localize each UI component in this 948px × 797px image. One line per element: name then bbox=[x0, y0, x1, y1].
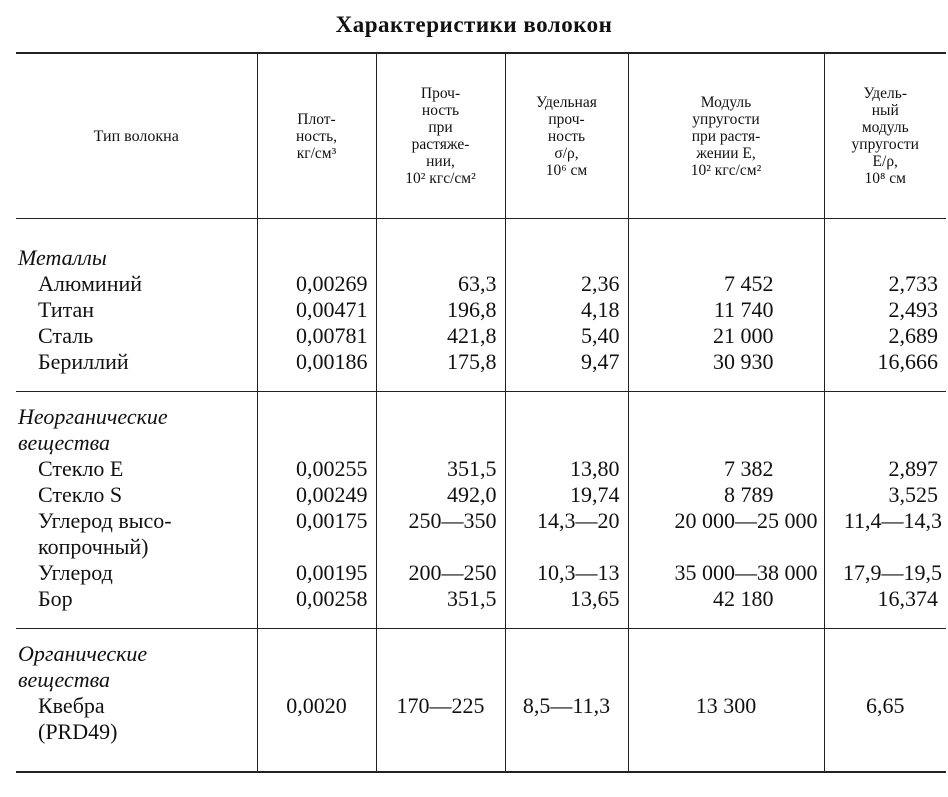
spec-strength-cell: 13,65 bbox=[505, 586, 628, 629]
spec-strength-cell: 10,3—13 bbox=[505, 560, 628, 586]
fiber-properties-table bbox=[16, 52, 946, 773]
modulus-cell: 13 300 bbox=[628, 693, 824, 772]
header-specific-strength: Удельная проч- ность σ/ρ, 10⁶ см bbox=[505, 53, 628, 219]
table-row bbox=[16, 323, 946, 349]
density-cell: 0,00249 bbox=[257, 482, 376, 508]
table-title: Характеристики волокон bbox=[335, 12, 613, 37]
spec-strength-cell: 4,18 bbox=[505, 297, 628, 323]
modulus-cell: 30 930 bbox=[628, 349, 824, 392]
modulus-cell: 42 180 bbox=[628, 586, 824, 629]
spec-strength-cell: 2,36 bbox=[505, 271, 628, 297]
spec-modulus-cell: 16,374 bbox=[824, 586, 946, 629]
table-row bbox=[16, 297, 946, 323]
density-cell: 0,00781 bbox=[257, 323, 376, 349]
table-row bbox=[16, 349, 946, 392]
spec-strength-cell: 5,40 bbox=[505, 323, 628, 349]
header-density: Плот- ность, кг/см³ bbox=[257, 53, 376, 219]
modulus-cell: 7 452 bbox=[628, 271, 824, 297]
group-organic-title-row bbox=[16, 629, 946, 694]
strength-cell: 196,8 bbox=[376, 297, 505, 323]
density-cell: 0,00471 bbox=[257, 297, 376, 323]
fiber-name: Бор bbox=[38, 586, 73, 611]
header-fiber-type: Тип волокна bbox=[16, 53, 257, 219]
strength-cell: 175,8 bbox=[376, 349, 505, 392]
strength-cell: 421,8 bbox=[376, 323, 505, 349]
spec-strength-cell: 13,80 bbox=[505, 456, 628, 482]
spec-strength-cell: 8,5—11,3 bbox=[505, 693, 628, 772]
modulus-cell: 21 000 bbox=[628, 323, 824, 349]
density-cell: 0,00255 bbox=[257, 456, 376, 482]
strength-cell: 63,3 bbox=[376, 271, 505, 297]
spec-strength-cell: 19,74 bbox=[505, 482, 628, 508]
spec-modulus-cell: 11,4—14,3 bbox=[824, 508, 946, 560]
table-row bbox=[16, 456, 946, 482]
strength-cell: 492,0 bbox=[376, 482, 505, 508]
group-inorganic-title-row bbox=[16, 392, 946, 457]
strength-cell: 200—250 bbox=[376, 560, 505, 586]
group-title: Металлы bbox=[16, 219, 257, 272]
spec-modulus-cell: 2,897 bbox=[824, 456, 946, 482]
spec-modulus-cell: 16,666 bbox=[824, 349, 946, 392]
strength-cell: 250—350 bbox=[376, 508, 505, 560]
header-tensile-strength: Проч- ность при растяже- нии, 10² кгс/см² bbox=[376, 53, 505, 219]
table-row bbox=[16, 560, 946, 586]
table-row bbox=[16, 586, 946, 629]
density-cell: 0,00175 bbox=[257, 508, 376, 560]
density-cell: 0,00195 bbox=[257, 560, 376, 586]
fiber-name: Стекло S bbox=[38, 482, 123, 507]
fiber-name: Квебра (PRD49) bbox=[16, 693, 257, 772]
spec-modulus-cell: 2,493 bbox=[824, 297, 946, 323]
spec-modulus-cell: 17,9—19,5 bbox=[824, 560, 946, 586]
modulus-cell: 11 740 bbox=[628, 297, 824, 323]
fiber-name: Стекло E bbox=[38, 456, 124, 481]
table-row bbox=[16, 508, 946, 560]
fiber-name: Углерод bbox=[38, 560, 113, 585]
modulus-cell: 20 000—25 000 bbox=[628, 508, 824, 560]
spec-modulus-cell: 2,689 bbox=[824, 323, 946, 349]
spec-modulus-cell: 3,525 bbox=[824, 482, 946, 508]
header-specific-modulus: Удель- ный модуль упругости E/ρ, 10⁸ см bbox=[824, 53, 946, 219]
group-title: Неорганические вещества bbox=[16, 392, 257, 457]
spec-strength-cell: 9,47 bbox=[505, 349, 628, 392]
spec-modulus-cell: 2,733 bbox=[824, 271, 946, 297]
spec-modulus-cell: 6,65 bbox=[824, 693, 946, 772]
modulus-cell: 7 382 bbox=[628, 456, 824, 482]
density-cell: 0,0020 bbox=[257, 693, 376, 772]
group-metals-title-row bbox=[16, 219, 946, 272]
fiber-name: Сталь bbox=[38, 323, 94, 348]
table-row bbox=[16, 693, 946, 772]
fiber-name: Титан bbox=[38, 297, 95, 322]
density-cell: 0,00258 bbox=[257, 586, 376, 629]
group-title: Органические вещества bbox=[16, 629, 257, 694]
strength-cell: 351,5 bbox=[376, 586, 505, 629]
density-cell: 0,00269 bbox=[257, 271, 376, 297]
strength-cell: 170—225 bbox=[376, 693, 505, 772]
strength-cell: 351,5 bbox=[376, 456, 505, 482]
table-row bbox=[16, 271, 946, 297]
density-cell: 0,00186 bbox=[257, 349, 376, 392]
fiber-name: Бериллий bbox=[38, 349, 129, 374]
spec-strength-cell: 14,3—20 bbox=[505, 508, 628, 560]
fiber-name: Алюминий bbox=[38, 271, 143, 296]
fiber-name: Углерод высо- копрочный) bbox=[38, 508, 172, 559]
table-row bbox=[16, 482, 946, 508]
modulus-cell: 8 789 bbox=[628, 482, 824, 508]
header-tensile-modulus: Модуль упругости при растя- жении E, 10² кгс/см² bbox=[628, 53, 824, 219]
modulus-cell: 35 000—38 000 bbox=[628, 560, 824, 586]
header-row bbox=[16, 53, 946, 219]
